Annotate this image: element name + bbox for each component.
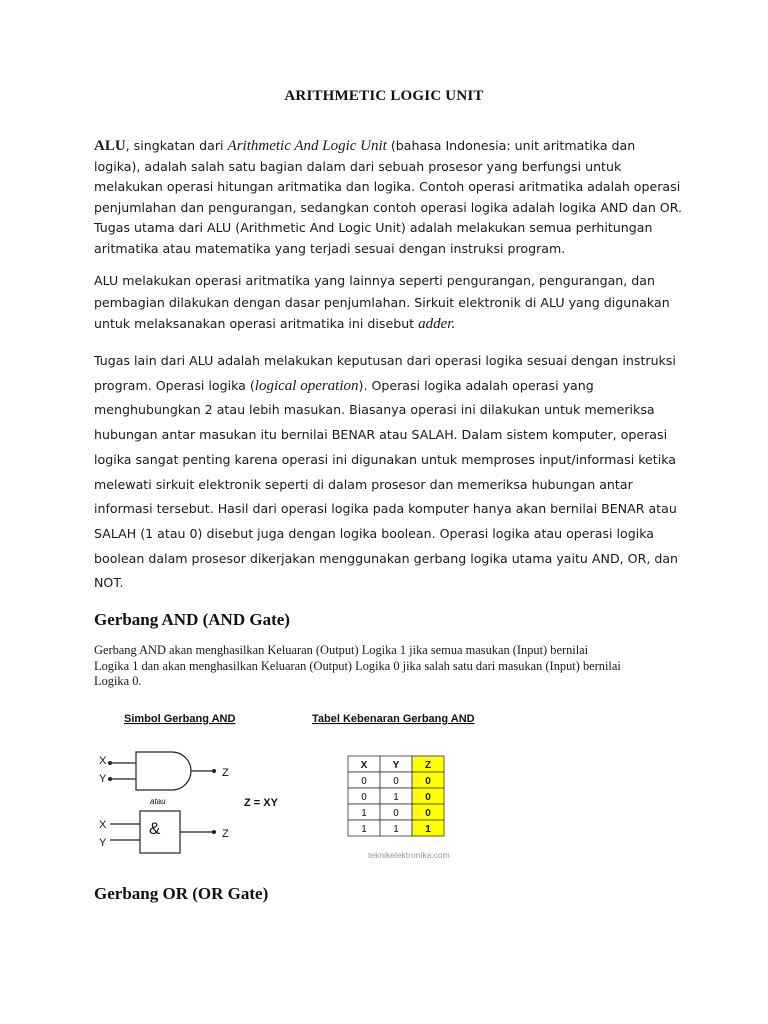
- truth-table-header-text: Y: [392, 760, 400, 771]
- equation-label: Z = XY: [244, 797, 278, 809]
- text-span: ). Operasi logika adalah operasi yang: [358, 377, 594, 393]
- truth-table-value: 1: [425, 824, 431, 835]
- truth-table-value: 0: [393, 808, 399, 819]
- text-line: penjumlahan dan pengurangan, sedangkan contoh operasi logika adalah logika AND dan OR.: [94, 199, 683, 215]
- truth-table-header-text: Z: [424, 760, 432, 771]
- paragraph-alu-logic: [94, 349, 684, 596]
- text-line: NOT.: [94, 575, 124, 591]
- text-line: melewati sirkuit elektronik seperti di dalam prosesor dan memeriksa hubungan antar: [94, 476, 633, 492]
- text-line: ALU melakukan operasi aritmatika yang lainnya seperti pengurangan, pengurangan, dan: [94, 273, 655, 288]
- table-title: Tabel Kebenaran Gerbang AND: [312, 713, 475, 725]
- text-line: informasi tersebut. Hasil dari operasi logika pada komputer hanya akan bernilai BENAR atau: [94, 501, 677, 517]
- text-line: Logika 1 dan akan menghasilkan Keluaran (Output) Logika 0 jika salah satu dari masukan (Input) bernilai: [94, 658, 621, 673]
- text-line: logika), adalah salah satu bagian dalam dari sebuah prosesor yang berfungsi untuk: [94, 158, 622, 174]
- truth-table-value: 0: [393, 776, 399, 787]
- text-span: untuk melaksanakan operasi aritmatika ini disebut: [94, 316, 419, 331]
- italic-term: adder.: [418, 316, 456, 332]
- text-line: Tugas utama dari ALU (Arithmetic And Logic Unit) adalah melakukan semua perhitungan: [94, 220, 653, 236]
- truth-table-value: 0: [425, 792, 431, 803]
- input-x-label-iec: X: [99, 819, 107, 831]
- truth-table-value: 0: [425, 776, 431, 787]
- text-line: Tugas lain dari ALU adalah melakukan keputusan dari operasi logika sesuai dengan instruksi: [94, 353, 676, 368]
- truth-table-value: 1: [393, 792, 399, 803]
- text-line: melakukan operasi hitungan aritmatika dan logika. Contoh operasi aritmatika adalah operasi: [94, 179, 681, 195]
- and-gate-iec-symbol: [110, 811, 215, 853]
- paragraph-alu-definition: [94, 136, 684, 260]
- italic-term: logical operation: [254, 377, 359, 394]
- text-line: [94, 374, 684, 399]
- symbol-title: Simbol Gerbang AND: [124, 713, 236, 725]
- text-line: [94, 313, 684, 336]
- ampersand-symbol: &: [149, 819, 161, 838]
- truth-table-value: 1: [361, 824, 367, 835]
- input-y-label-iec: Y: [99, 837, 107, 849]
- text-line: pembagian dilakukan dengan dasar penjumlahan. Sirkuit elektronik di ALU yang digunakan: [94, 294, 670, 310]
- and-gate-symbol: [109, 752, 216, 790]
- paragraph-and-gate: [94, 643, 694, 690]
- text-span: program. Operasi logika (: [94, 377, 255, 393]
- page-title: ARITHMETIC LOGIC UNIT: [284, 88, 484, 104]
- watermark: teknikelektronika.com: [368, 850, 450, 860]
- paragraph-alu-arithmetic: [94, 270, 684, 336]
- text-line: Logika 0.: [94, 674, 142, 689]
- input-y-label: Y: [99, 773, 107, 785]
- truth-table-value: 1: [361, 808, 367, 819]
- truth-table-value: 1: [393, 824, 399, 835]
- heading-and-gate: Gerbang AND (AND Gate): [94, 610, 290, 629]
- truth-table-value: 0: [361, 792, 367, 803]
- italic-term: Arithmetic And Logic Unit: [227, 138, 387, 154]
- text-line: menghubungkan 2 atau lebih masukan. Biasanya operasi ini dilakukan untuk memeriksa: [94, 402, 655, 418]
- text-line: Gerbang AND akan menghasilkan Keluaran (Output) Logika 1 jika semua masukan (Input) bernilai: [94, 643, 589, 657]
- input-x-label: X: [99, 755, 107, 767]
- and-gate-figure: [90, 706, 500, 870]
- atau-label: atau: [150, 797, 166, 806]
- heading-or-gate: Gerbang OR (OR Gate): [94, 884, 269, 903]
- alu-term: ALU: [94, 138, 126, 154]
- text-line: [94, 136, 684, 157]
- text-line: SALAH (1 atau 0) disebut juga dengan logika boolean. Operasi logika atau operasi logika: [94, 525, 654, 541]
- text-line: logika sangat penting karena operasi ini digunakan untuk memproses input/informasi ketika: [94, 451, 677, 467]
- text-line: boolean dalam prosesor dikerjakan menggunakan gerbang logika utama yaitu AND, OR, dan: [94, 550, 679, 566]
- output-z-label: Z: [222, 767, 229, 779]
- text-span: (bahasa Indonesia: unit aritmatika dan: [386, 138, 636, 153]
- output-z-label-iec: Z: [222, 828, 229, 840]
- text-span: , singkatan dari: [125, 138, 228, 153]
- text-line: aritmatika atau matematika yang terjadi sesuai dengan instruksi program.: [94, 240, 566, 256]
- truth-table: [348, 756, 444, 836]
- truth-table-value: 0: [361, 776, 367, 787]
- truth-table-header-text: X: [360, 760, 368, 771]
- text-line: hubungan antar masukan itu bernilai BENAR atau SALAH. Dalam sistem komputer, operasi: [94, 427, 668, 443]
- truth-table-value: 0: [425, 808, 431, 819]
